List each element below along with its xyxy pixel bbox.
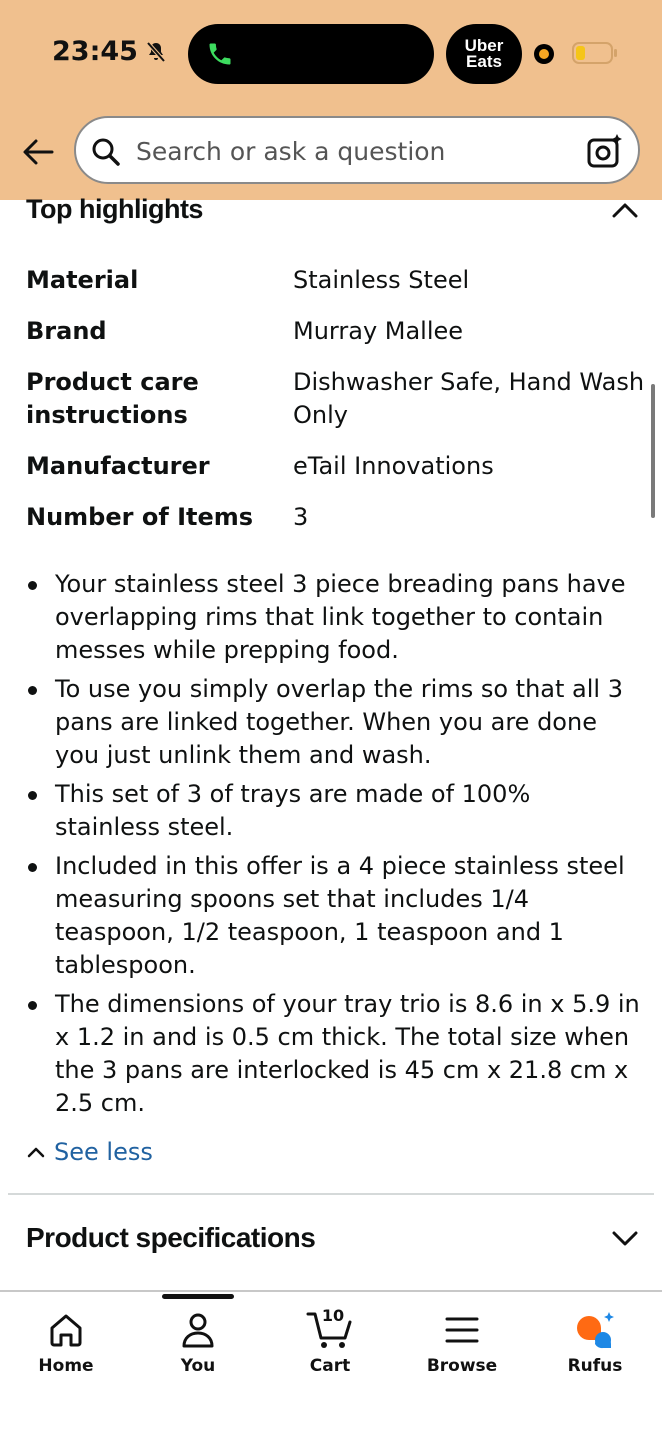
fact-label: Brand (26, 317, 107, 345)
fact-label: Material (26, 266, 139, 294)
chevron-up-icon[interactable] (610, 200, 640, 220)
bullet-item: Your stainless steel 3 piece breading pans have overlapping rims that link together to contain messes while prepping food. (26, 568, 642, 667)
nav-label: You (180, 1356, 216, 1376)
fact-row-material (26, 264, 646, 297)
menu-icon (442, 1310, 482, 1350)
fact-row-care-instructions (26, 366, 646, 432)
bullet-item: Included in this offer is a 4 piece stainless steel measuring spoons set that includes 1/4 teaspoon, 1/2 teaspoon, 1 teaspoon and 1 tablespoon. (26, 850, 642, 982)
nav-item-home[interactable] (11, 1310, 121, 1376)
fact-value: Murray Mallee (293, 317, 464, 345)
bullet-item: This set of 3 of trays are made of 100% stainless steel. (26, 778, 642, 844)
search-input[interactable]: Search or ask a question (136, 137, 446, 166)
bottom-nav-bar (0, 1290, 662, 1440)
nav-item-cart[interactable] (275, 1306, 385, 1376)
phone-call-icon (206, 40, 234, 68)
camera-lens-icon[interactable] (586, 132, 624, 170)
chevron-down-icon[interactable] (610, 1228, 640, 1248)
highlights-bullet-list (26, 568, 642, 1126)
fact-value: Stainless Steel (293, 266, 470, 294)
nav-item-browse[interactable] (407, 1310, 517, 1376)
product-specifications-heading[interactable]: Product specifications (26, 1222, 316, 1253)
fact-label: Manufacturer (26, 452, 210, 480)
nav-item-you[interactable] (143, 1310, 253, 1376)
fact-value: eTail Innovations (293, 452, 494, 480)
bullet-item: To use you simply overlap the rims so that all 3 pans are linked together. When you are done you just unlink them and wash. (26, 673, 642, 772)
fact-label: Number of Items (26, 503, 254, 531)
dynamic-island[interactable] (188, 24, 434, 84)
fact-value: 3 (293, 503, 309, 531)
see-less-label: See less (54, 1138, 153, 1166)
fact-row-manufacturer (26, 450, 646, 483)
search-icon (90, 136, 122, 168)
fact-row-brand (26, 315, 646, 348)
fact-label: Product care instructions (26, 368, 199, 429)
nav-label: Home (38, 1356, 94, 1376)
battery-icon (572, 42, 618, 64)
nav-label: Rufus (567, 1356, 623, 1376)
home-icon (46, 1310, 86, 1350)
highlights-facts-table (26, 264, 646, 552)
top-highlights-heading: Top highlights (26, 194, 203, 224)
search-bar[interactable] (74, 116, 640, 184)
see-less-link[interactable] (26, 1138, 153, 1166)
clock-text: 23:45 (52, 36, 138, 67)
privacy-indicator-icon (534, 44, 554, 64)
ubereats-live-activity[interactable] (446, 24, 522, 84)
app-header (0, 0, 662, 200)
status-bar-time (52, 36, 168, 67)
rufus-icon (573, 1310, 617, 1350)
nav-label: Browse (426, 1356, 498, 1376)
bell-muted-icon (144, 40, 168, 64)
nav-item-rufus[interactable] (540, 1310, 650, 1376)
ubereats-line2: Eats (466, 52, 502, 71)
back-arrow-icon[interactable] (18, 132, 58, 172)
caret-up-icon (26, 1145, 46, 1159)
fact-value: Dishwasher Safe, Hand Wash Only (293, 368, 645, 429)
nav-label: Cart (309, 1356, 351, 1376)
ubereats-line1: Uber (464, 36, 504, 55)
fact-row-number-of-items (26, 501, 646, 534)
bullet-item: The dimensions of your tray trio is 8.6 in x 5.9 in x 1.2 in and is 0.5 cm thick. The total size when the 3 pans are interlocked is 45 cm x 21.8 cm x 2.5 cm. (26, 988, 642, 1120)
active-tab-indicator (162, 1294, 234, 1299)
person-icon (178, 1310, 218, 1350)
cart-count-badge: 10 (321, 1306, 345, 1325)
scrollbar-thumb[interactable] (651, 384, 655, 518)
section-divider (8, 1193, 654, 1195)
